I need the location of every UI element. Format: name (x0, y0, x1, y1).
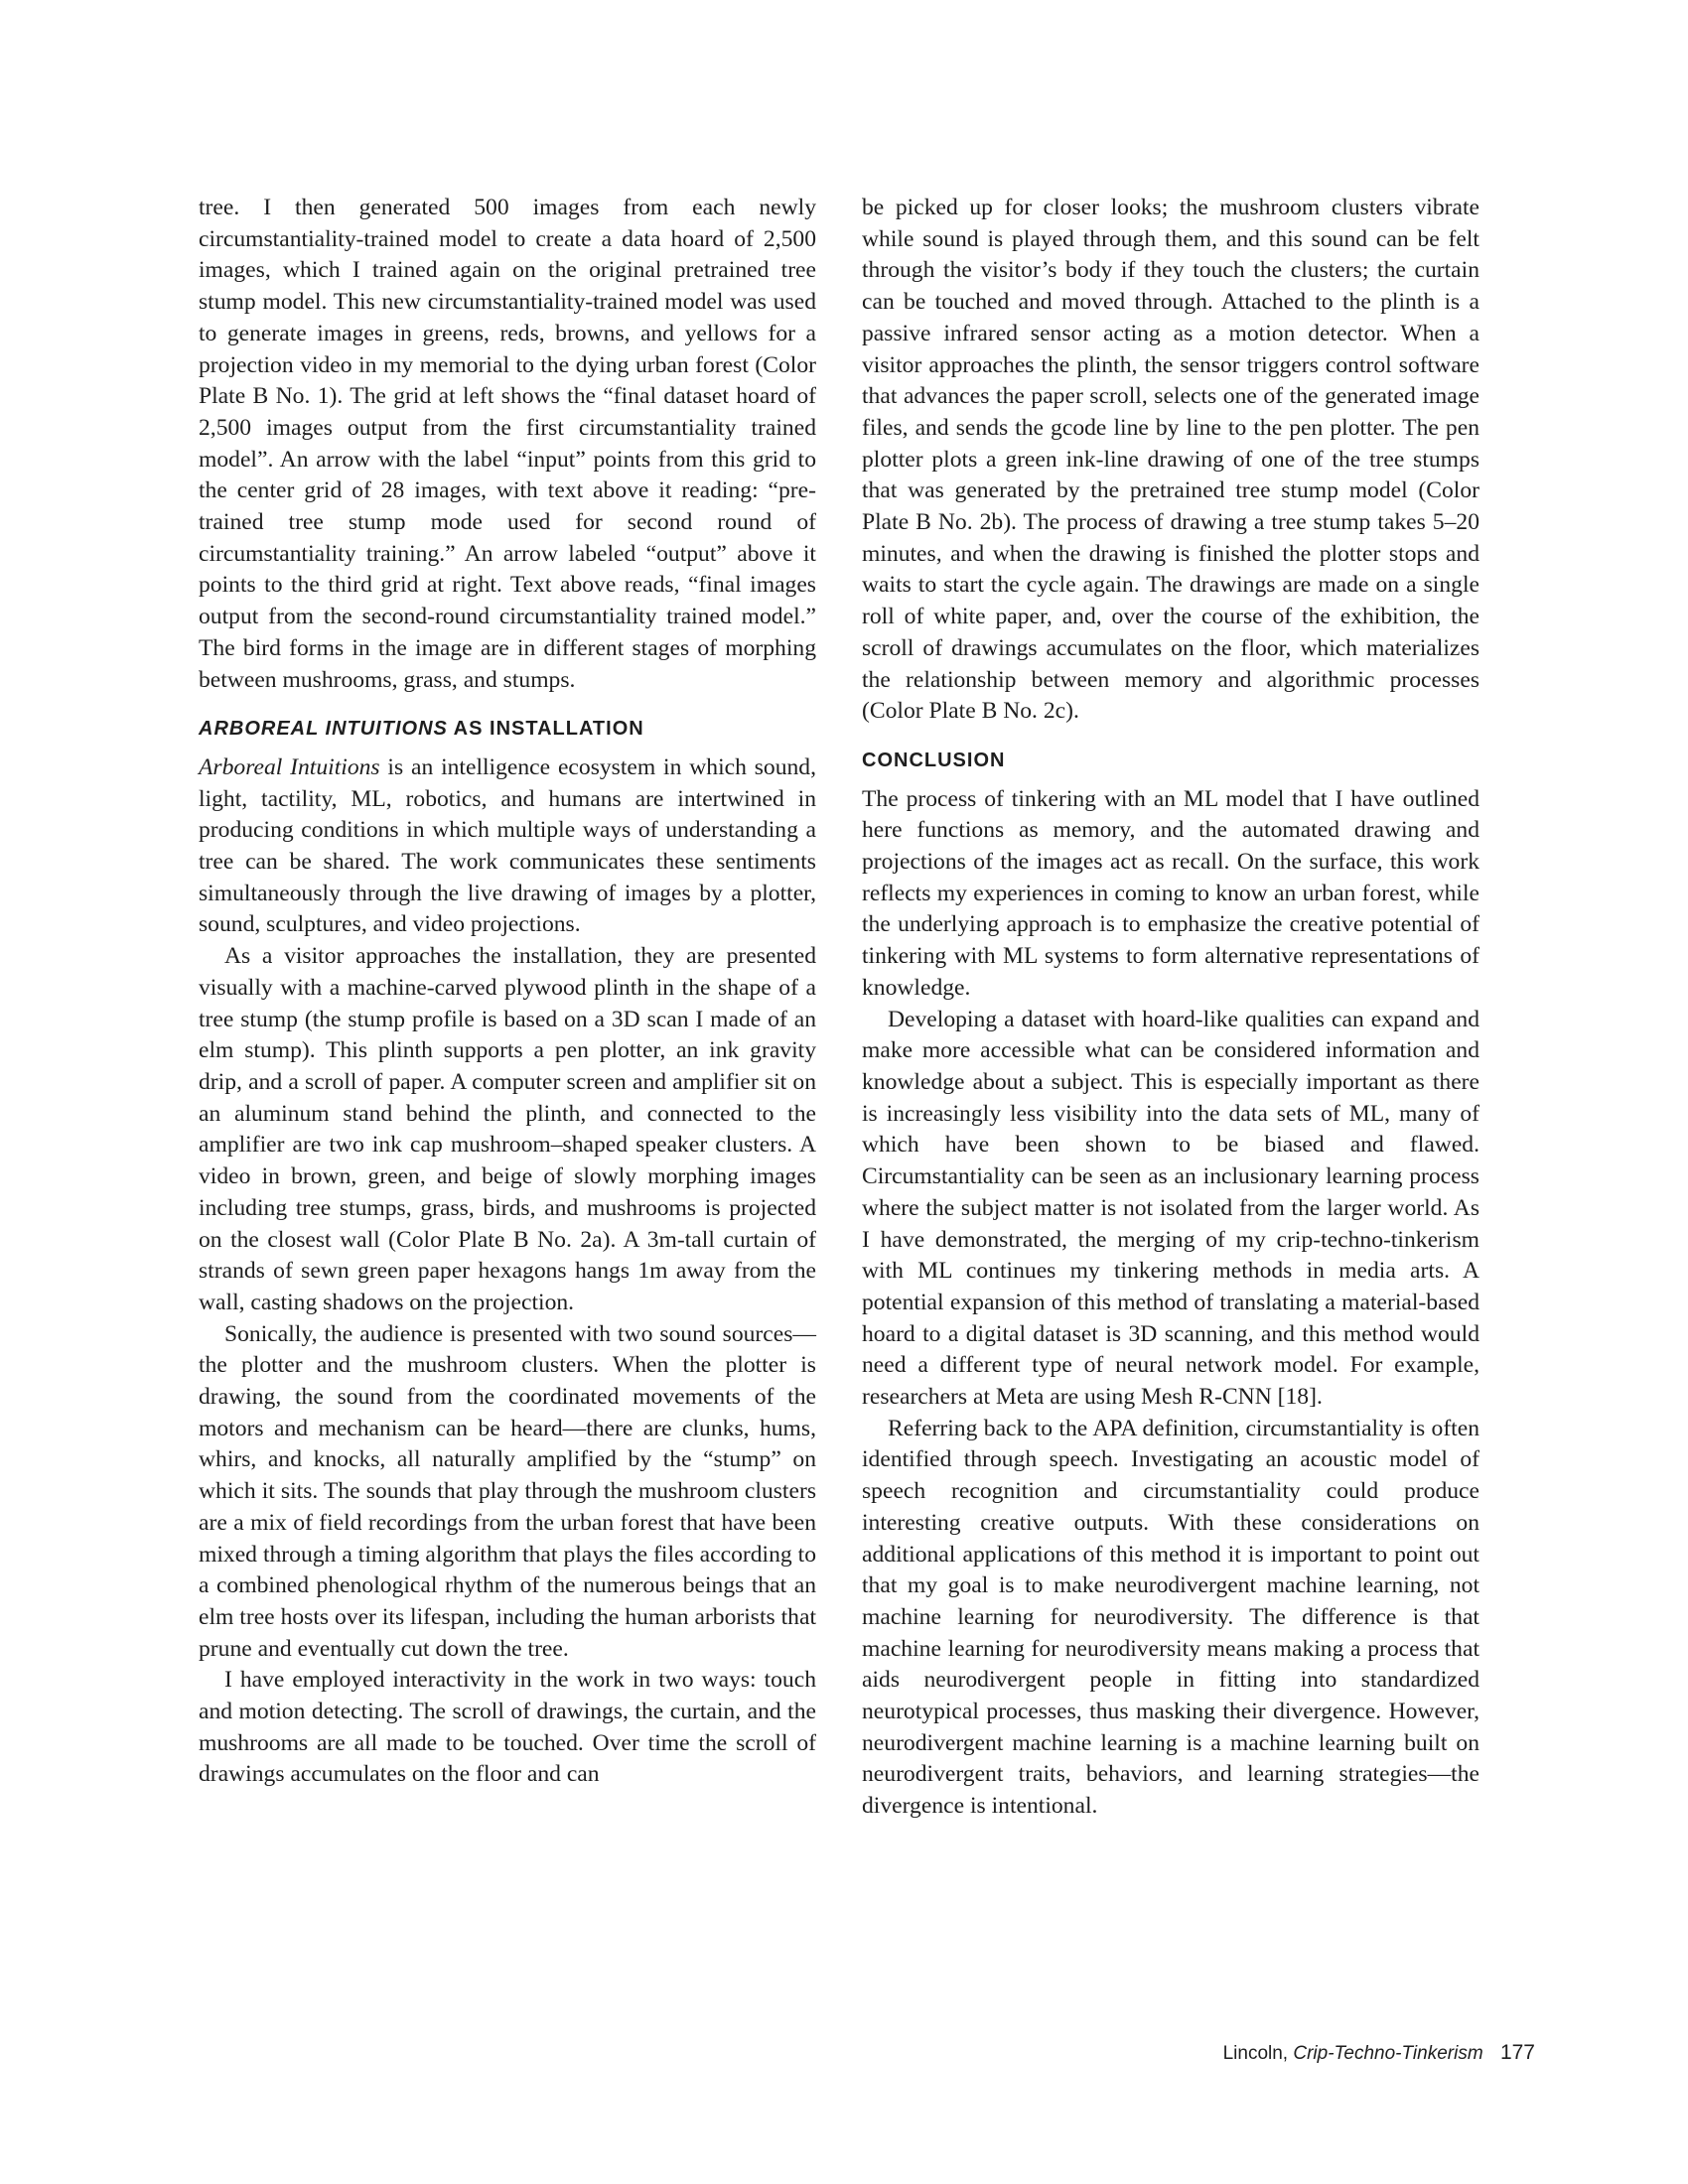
right-column (862, 193, 1479, 1823)
paragraph: The process of tinkering with an ML model that I have outlined here functions as memory, and the automated drawing and projections of the images act as recall. On the surface, this work reflects my experiences in coming to know an urban forest, while the underlying approach is to emphasize the creative potential of tinkering with ML systems to form alternative representations of knowledge. (862, 785, 1479, 1001)
running-author: Lincoln, (1222, 2043, 1289, 2064)
paragraph: Developing a dataset with hoard-like qualities can expand and make more accessible what can be considered information and knowledge about a subject. This is especially important as there is increasingly less visibility into the data sets of ML, many of which have been shown to be biased and flawed. Circumstantiality can be seen as an inclusionary learning process where the subject matter is not isolated from the larger world. As I have demonstrated, the merging of my crip-techno-tinkerism with ML continues my tinkering methods in media arts. A potential expansion of this method of translating a material-based hoard to a digital dataset is 3D scanning, and this method would need a different type of neural network model. For example, researchers at Meta are using Mesh R-CNN [18]. (862, 1006, 1479, 1411)
paragraph: Referring back to the APA definition, circumstantiality is often identified through speech. Investigating an acoustic model of speech recognition and circumstantiality could produce interesting creative outputs. With these considerations on additional applications of this method it is important to point out that my goal is to make neurodivergent machine learning, not machine learning for neurodiversity. The difference is that machine learning for neurodiversity means making a process that aids neurodivergent people in fitting into standardized neurotypical processes, thus masking their divergence. However, neurodivergent machine learning is a machine learning built on neurodivergent traits, behaviors, and learning strategies—the divergence is intentional. (862, 1415, 1479, 1820)
left-column (199, 193, 816, 1791)
running-title: Crip-Techno-Tinkerism (1293, 2043, 1483, 2064)
heading-italic-title: ARBOREAL INTUITIONS (199, 718, 448, 741)
heading-rest: AS INSTALLATION (447, 718, 644, 741)
paragraph-continued: tree. I then generated 500 images from each newly circumstantiality-trained model to create a data hoard of 2,500 images, which I trained again on the original pretrained tree stump model. This new circumstantiality-trained model was used to generate images in greens, reds, browns, and yellows for a projection video in my memorial to the dying urban forest (Color Plate B No. 1). The grid at left shows the “final dataset hoard of 2,500 images output from the first circumstantiality trained model”. An arrow with the label “input” points from this grid to the center grid of 28 images, with text above it reading: “pre-trained tree stump mode used for second round of circumstantiality training.” An arrow labeled “output” above it points to the third grid at right. Text above reads, “final images output from the second-round circumstantiality trained model.” The bird forms in the image are in different stages of morphing between mushrooms, grass, and stumps. (199, 195, 816, 693)
section-heading-installation (199, 714, 816, 746)
paragraph: Sonically, the audience is presented with two sound sources—the plotter and the mushroom clusters. When the plotter is drawing, the sound from the coordinated movements of the motors and mechanism can be heard—there are clunks, hums, whirs, and knocks, all naturally amplified by the “stump” on which it sits. The sounds that play through the mushroom clusters are a mix of field recordings from the urban forest that have been mixed through a timing algorithm that plays the files according to a combined phenological rhythm of the numerous beings that an elm tree hosts over its lifespan, including the human arborists that prune and eventually cut down the tree. (199, 1320, 816, 1662)
italic-work-title: Arboreal Intuitions (199, 753, 380, 780)
paragraph-text: is an intelligence ecosystem in which sound, light, tactility, ML, robotics, and humans are intertwined in producing conditions in which multiple ways of understanding a tree can be shared. The work communicates these sentiments simultaneously through the live drawing of images by a plotter, sound, sculptures, and video projections. (199, 753, 816, 938)
page-number: 177 (1499, 2041, 1535, 2064)
paragraph-continued: be picked up for closer looks; the mushroom clusters vibrate while sound is played through them, and this sound can be felt through the visitor’s body if they touch the clusters; the curtain can be touched and moved through. Attached to the plinth is a passive infrared sensor acting as a motion detector. When a visitor approaches the plinth, the sensor triggers control software that advances the paper scroll, selects one of the generated image files, and sends the gcode line by line to the pen plotter. The pen plotter plots a green ink-line drawing of one of the tree stumps that was generated by the pretrained tree stump model (Color Plate B No. 2b). The process of drawing a tree stump takes 5–20 minutes, and when the drawing is finished the plotter stops and waits to start the cycle again. The drawings are made on a single roll of white paper, and, over the course of the exhibition, the scroll of drawings accumulates on the floor, which materializes the relationship between memory and algorithmic processes (Color Plate B No. 2c). (862, 195, 1479, 725)
page-footer (1223, 2041, 1535, 2065)
paragraph: I have employed interactivity in the work in two ways: touch and motion detecting. The scroll of drawings, the curtain, and the mushrooms are all made to be touched. Over time the scroll of drawings accumulates on the floor and can (199, 1667, 816, 1788)
paragraph: As a visitor approaches the installation, they are presented visually with a machine-carved plywood plinth in the shape of a tree stump (the stump profile is based on a 3D scan I made of an elm stump). This plinth supports a pen plotter, an ink gravity drip, and a scroll of paper. A computer screen and amplifier sit on an aluminum stand behind the plinth, and connected to the amplifier are two ink cap mushroom–shaped speaker clusters. A video in brown, green, and beige of slowly morphing images including tree stumps, grass, birds, and mushrooms is projected on the closest wall (Color Plate B No. 2a). A 3m-tall curtain of strands of sewn green paper hexagons hangs 1m away from the wall, casting shadows on the projection. (199, 943, 816, 1315)
paragraph (199, 752, 816, 941)
section-heading-conclusion: CONCLUSION (862, 749, 1006, 771)
